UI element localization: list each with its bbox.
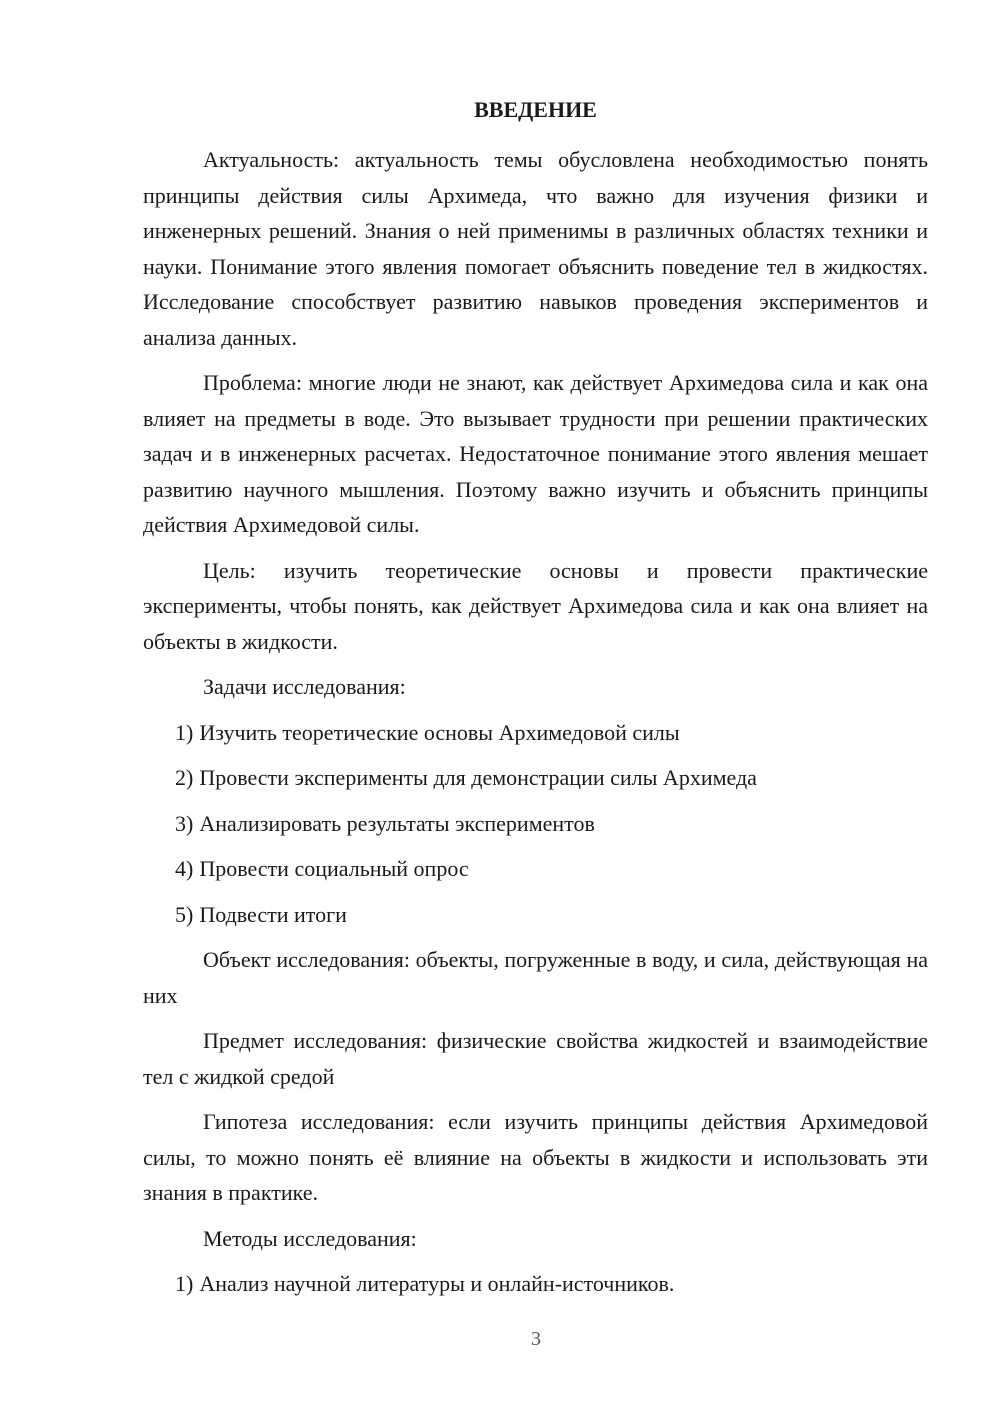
list-item-number: 2) — [175, 765, 194, 790]
list-item-number: 1) — [175, 1271, 194, 1296]
goal-paragraph: Цель: изучить теоретические основы и провести практические эксперименты, чтобы понять, как действует Архимедова сила и как она влияет на объекты в жидкости. — [143, 557, 928, 654]
list-item-number: 1) — [175, 719, 194, 745]
document-page — [143, 92, 928, 1312]
list-item — [143, 897, 928, 933]
relevance-paragraph: Актуальность: актуальность темы обусловлена необходимостью понять принципы действия силы Архимеда, что важно для изучения физики и инженерных решений. Знания о ней применимы в различных областях техники и науки. Понимание этого явления помогает объяснить поведение тел в жидкостях. Исследование способствует развитию навыков проведения экспериментов и анализа данных. — [143, 147, 928, 350]
list-item — [143, 760, 928, 796]
page-number: 3 — [531, 1328, 541, 1350]
list-item-text: Провести социальный опрос — [199, 856, 469, 881]
list-item-text: Подвести итоги — [199, 901, 347, 927]
list-item-text: Провести эксперименты для демонстрации силы Архимеда — [199, 765, 757, 790]
list-item — [143, 806, 928, 842]
list-item-number: 3) — [175, 810, 194, 836]
list-item-number: 5) — [175, 901, 194, 927]
section-heading: ВВЕДЕНИЕ — [474, 97, 597, 122]
tasks-title: Задачи исследования: — [203, 674, 406, 699]
list-item — [143, 851, 928, 887]
problem-paragraph: Проблема: многие люди не знают, как действует Архимедова сила и как она влияет на предметы в воде. Это вызывает трудности при решении практических задач и в инженерных расчетах. Недостаточное понимание этого явления мешает развитию научного мышления. Поэтому важно изучить и объяснить принципы действия Архимедовой силы. — [143, 370, 928, 537]
object-paragraph: Объект исследования: объекты, погруженные в воду, и сила, действующая на них — [143, 947, 928, 1008]
list-item-text: Изучить теоретические основы Архимедовой силы — [199, 719, 680, 745]
list-item-text: Анализ научной литературы и онлайн-источников. — [199, 1271, 675, 1296]
subject-paragraph: Предмет исследования: физические свойства жидкостей и взаимодействие тел с жидкой средой — [143, 1028, 928, 1089]
hypothesis-paragraph: Гипотеза исследования: если изучить принципы действия Архимедовой силы, то можно понять её влияние на объекты в жидкости и использовать эти знания в практике. — [143, 1109, 928, 1205]
list-item-number: 4) — [175, 856, 194, 881]
list-item-text: Анализировать результаты экспериментов — [199, 810, 595, 836]
list-item — [143, 1266, 928, 1302]
methods-title: Методы исследования: — [203, 1225, 417, 1251]
list-item — [143, 715, 928, 751]
